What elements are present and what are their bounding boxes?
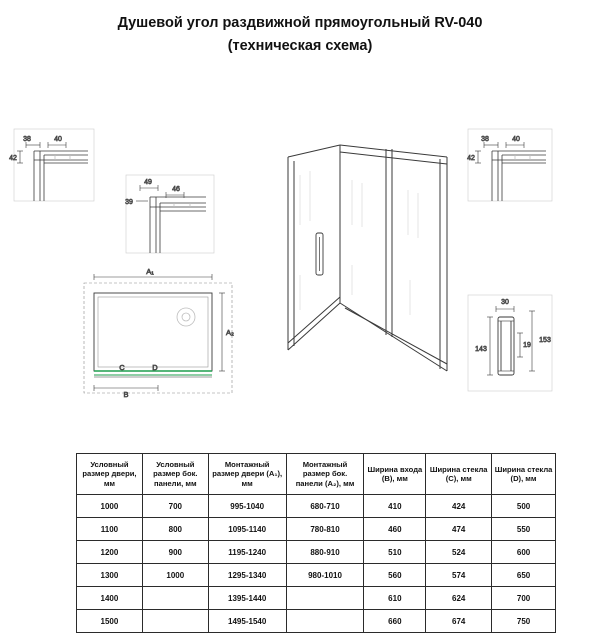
table-cell: 560 — [364, 564, 426, 587]
table-cell: 524 — [426, 541, 492, 564]
table-row — [77, 495, 556, 518]
table-cell: 780-810 — [286, 518, 364, 541]
table-cell: 700 — [492, 587, 556, 610]
table-cell: 700 — [142, 495, 208, 518]
table-cell: 880-910 — [286, 541, 364, 564]
table-cell: 980-1010 — [286, 564, 364, 587]
table-cell: 680-710 — [286, 495, 364, 518]
table-cell: 474 — [426, 518, 492, 541]
detail-bottom-right-label-143: 143 — [475, 346, 487, 353]
page-title-line-1: Душевой угол раздвижной прямоугольный RV-040 — [117, 15, 483, 31]
table-cell: 600 — [492, 541, 556, 564]
table-cell: 410 — [364, 495, 426, 518]
table-header-cell: Ширина стекла (C), мм — [426, 454, 492, 495]
table-cell: 424 — [426, 495, 492, 518]
plan-label-b: B — [123, 390, 129, 399]
table-row — [77, 587, 556, 610]
detail-top-left-label-38: 38 — [23, 136, 31, 143]
table-cell: 1295-1340 — [208, 564, 286, 587]
detail-mid-left-label-49: 49 — [144, 179, 152, 186]
table-cell: 550 — [492, 518, 556, 541]
table-row — [77, 518, 556, 541]
table-cell: 1195-1240 — [208, 541, 286, 564]
table-cell: 1200 — [77, 541, 143, 564]
table-row — [77, 541, 556, 564]
table-cell: 900 — [142, 541, 208, 564]
table-cell: 1300 — [77, 564, 143, 587]
page-title — [0, 12, 600, 58]
table-cell: 1400 — [77, 587, 143, 610]
table-cell: 1495-1540 — [208, 610, 286, 633]
table-cell: 1095-1140 — [208, 518, 286, 541]
table-cell: 460 — [364, 518, 426, 541]
table-header-cell: Ширина входа (B), мм — [364, 454, 426, 495]
table-header-row — [77, 454, 556, 495]
detail-top-left-label-42: 42 — [9, 155, 17, 162]
table-header-cell: Ширина стекла (D), мм — [492, 454, 556, 495]
detail-bottom-right-label-153: 153 — [539, 337, 551, 344]
table-cell: 1000 — [142, 564, 208, 587]
table-cell: 1100 — [77, 518, 143, 541]
plan-label-c: D — [152, 363, 158, 372]
detail-top-right-label-38: 38 — [481, 136, 489, 143]
page-title-line-2: (техническая схема) — [227, 38, 373, 54]
technical-drawing — [0, 105, 600, 440]
detail-bottom-right-label-19: 19 — [523, 342, 531, 349]
plan-label-a1: A₁ — [146, 267, 154, 276]
isometric-view — [288, 145, 447, 371]
table-cell: 750 — [492, 610, 556, 633]
table-row — [77, 610, 556, 633]
detail-top-right-label-42: 42 — [467, 155, 475, 162]
table-cell: 660 — [364, 610, 426, 633]
table-cell: 1500 — [77, 610, 143, 633]
specs-table-container — [76, 453, 556, 633]
plan-label-a2: A₂ — [226, 328, 234, 337]
table-cell: 674 — [426, 610, 492, 633]
table-cell: 1000 — [77, 495, 143, 518]
table-cell: 650 — [492, 564, 556, 587]
table-cell — [286, 610, 364, 633]
table-header-cell: Условный размер бок. панели, мм — [142, 454, 208, 495]
table-cell: 624 — [426, 587, 492, 610]
table-cell — [142, 587, 208, 610]
table-header-cell: Монтажный размер двери (A₁), мм — [208, 454, 286, 495]
table-cell: 574 — [426, 564, 492, 587]
detail-top-left-label-40: 40 — [54, 136, 62, 143]
detail-mid-left-label-39: 39 — [125, 199, 133, 206]
detail-mid-left-label-46: 46 — [172, 186, 180, 193]
table-cell: 500 — [492, 495, 556, 518]
plan-view — [84, 274, 232, 393]
table-header-cell: Монтажный размер бок. панели (A₂), мм — [286, 454, 364, 495]
table-cell: 995-1040 — [208, 495, 286, 518]
plan-label-d: C — [119, 363, 125, 372]
table-cell: 800 — [142, 518, 208, 541]
table-cell — [142, 610, 208, 633]
specs-table — [76, 453, 556, 633]
table-header-cell: Условный размер двери, мм — [77, 454, 143, 495]
table-cell: 1395-1440 — [208, 587, 286, 610]
detail-top-right-label-40: 40 — [512, 136, 520, 143]
table-cell: 510 — [364, 541, 426, 564]
table-cell — [286, 587, 364, 610]
table-cell: 610 — [364, 587, 426, 610]
table-row — [77, 564, 556, 587]
detail-bottom-right-label-30: 30 — [501, 299, 509, 306]
